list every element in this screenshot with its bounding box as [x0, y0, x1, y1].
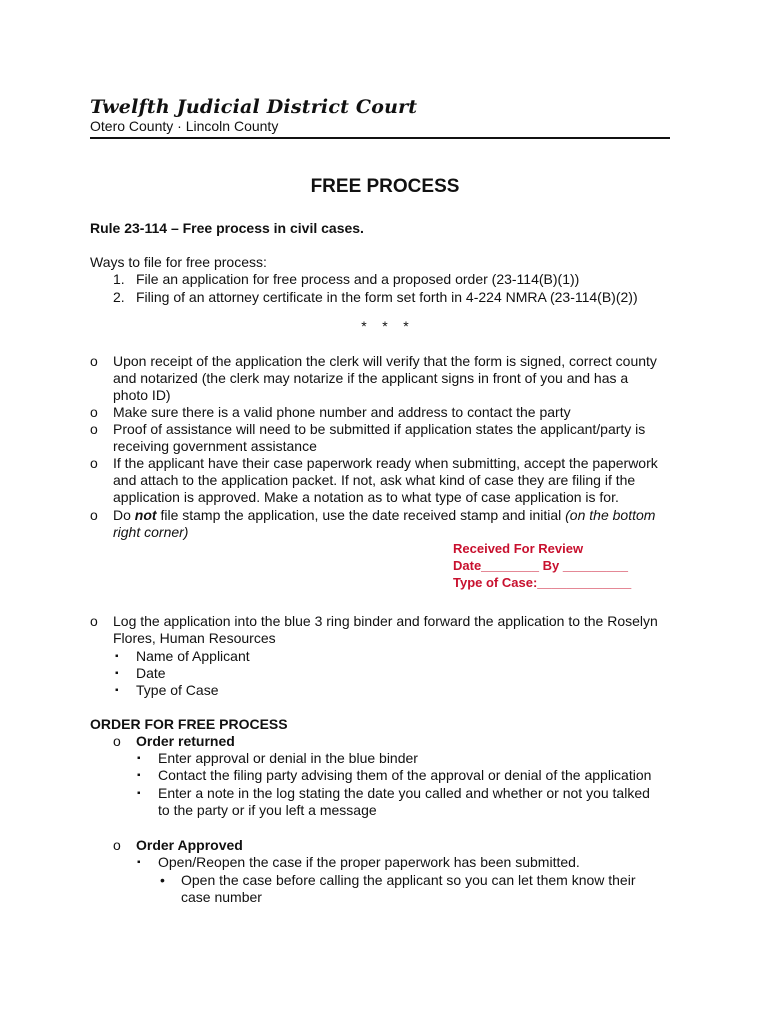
bullet-5-not: not	[134, 507, 157, 523]
ways-number-2: 2.	[113, 289, 125, 305]
log-sub-2: Date	[136, 665, 166, 681]
log-line-2: Flores, Human Resources	[113, 630, 276, 646]
stamp-case-type: Type of Case:_____________	[453, 575, 632, 590]
square-bullet: ▪	[115, 651, 119, 662]
ways-item-1: File an application for free process and a proposed order (23-114(B)(1))	[136, 271, 580, 287]
order-heading: ORDER FOR FREE PROCESS	[90, 716, 288, 732]
returned-item-2: Contact the filing party advising them of the approval or denial of the application	[158, 767, 652, 783]
approved-item: Open/Reopen the case if the proper paperwork has been submitted.	[158, 854, 580, 870]
square-bullet: ▪	[137, 857, 141, 868]
square-bullet: ▪	[137, 770, 141, 781]
bullet-marker: o	[90, 404, 98, 420]
stamp-received: Received For Review	[453, 541, 584, 556]
approved-sub-line-1: Open the case before calling the applicant so you can let them know their	[181, 872, 636, 888]
bullet-marker: o	[90, 353, 98, 369]
bullet-marker: o	[90, 507, 98, 523]
log-sub-1: Name of Applicant	[136, 648, 250, 664]
bullet-5-pre: Do	[113, 507, 135, 523]
returned-item-3-line-1: Enter a note in the log stating the date you called and whether or not you talked	[158, 785, 650, 801]
returned-item-1: Enter approval or denial in the blue binder	[158, 750, 418, 766]
bullet-marker: o	[90, 455, 98, 471]
log-sub-3: Type of Case	[136, 682, 219, 698]
bullet-5-line-2: right corner)	[113, 524, 189, 540]
bullet-5-italic-1: (on the bottom	[565, 507, 656, 523]
log-line-1: Log the application into the blue 3 ring binder and forward the application to the Roselyn	[113, 613, 658, 629]
bullet-1-line-1: Upon receipt of the application the clerk will verify that the form is signed, correct county	[113, 353, 657, 369]
rule-heading: Rule 23-114 – Free process in civil cases.	[90, 220, 364, 236]
returned-item-3-line-2: to the party or if you left a message	[158, 802, 377, 818]
court-name: Twelfth Judicial District Court	[90, 96, 418, 118]
section-separator: * * *	[361, 318, 409, 334]
stamp-date-by: Date________ By _________	[453, 558, 628, 573]
order-approved-label: Order Approved	[136, 837, 243, 853]
bullet-marker: o	[90, 613, 98, 629]
bullet-4-line-1: If the applicant have their case paperwork ready when submitting, accept the paperwork	[113, 455, 658, 471]
bullet-5-post: file stamp the application, use the date received stamp and initial	[156, 507, 566, 523]
header-rule	[90, 137, 670, 139]
counties: Otero County · Lincoln County	[90, 118, 279, 134]
bullet-3-line-1: Proof of assistance will need to be submitted if application states the applicant/party is	[113, 421, 646, 437]
bullet-3-line-2: receiving government assistance	[113, 438, 317, 454]
bullet-marker: o	[113, 733, 121, 749]
bullet-1-line-2: and notarized (the clerk may notarize if the applicant signs in front of you and has a	[113, 370, 629, 386]
order-returned-label: Order returned	[136, 733, 235, 749]
square-bullet: ▪	[115, 668, 119, 679]
bullet-marker: o	[113, 837, 121, 853]
approved-sub-line-2: case number	[181, 889, 262, 905]
square-bullet: ▪	[137, 753, 141, 764]
bullet-4-line-3: application is approved. Make a notation as to what type of case application is for.	[113, 489, 619, 505]
bullet-marker: o	[90, 421, 98, 437]
bullet-5-line-1	[113, 507, 655, 524]
square-bullet: ▪	[137, 788, 141, 799]
bullet-4-line-2: and attach to the application packet. If not, ask what kind of case they are filing if the	[113, 472, 636, 488]
ways-number-1: 1.	[113, 271, 125, 287]
dot-bullet: •	[160, 872, 165, 888]
square-bullet: ▪	[115, 685, 119, 696]
bullet-2-line-1: Make sure there is a valid phone number and address to contact the party	[113, 404, 571, 420]
document-title: FREE PROCESS	[310, 176, 460, 197]
bullet-1-line-3: photo ID)	[113, 387, 171, 403]
ways-intro: Ways to file for free process:	[90, 254, 267, 270]
ways-item-2: Filing of an attorney certificate in the form set forth in 4-224 NMRA (23-114(B)(2))	[136, 289, 638, 305]
